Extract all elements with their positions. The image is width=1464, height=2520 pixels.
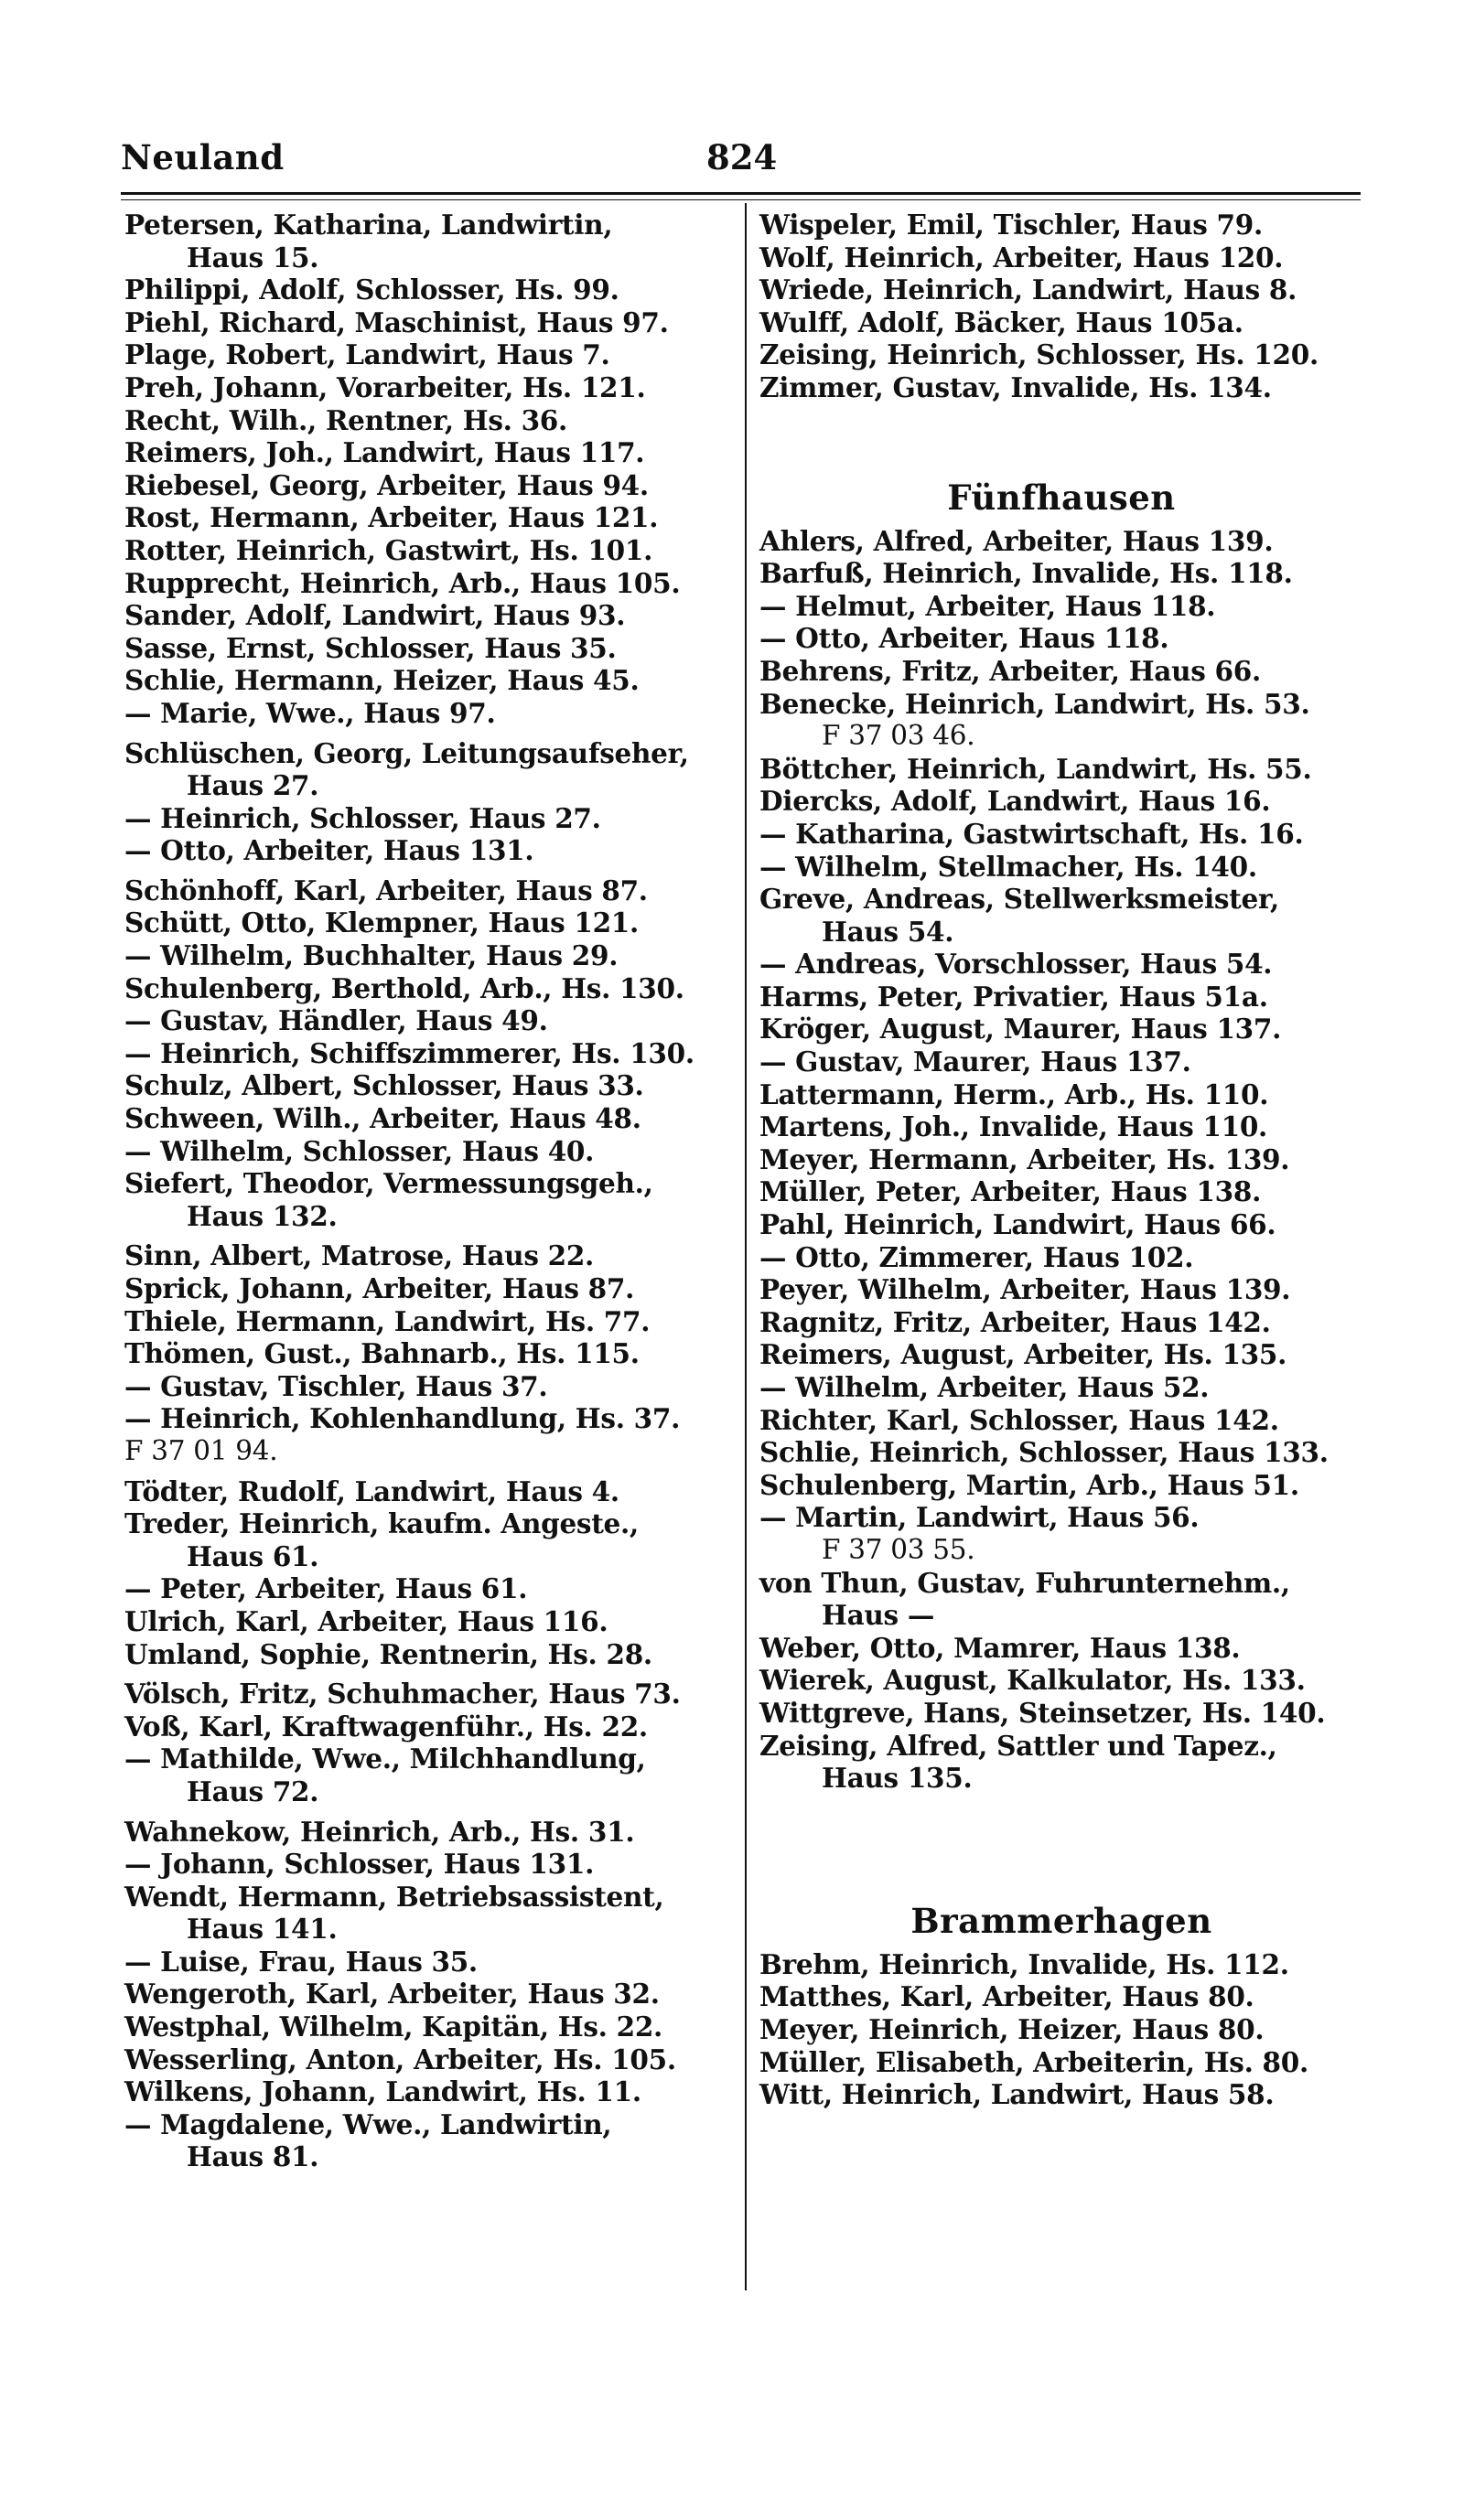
directory-entry: Rost, Hermann, Arbeiter, Haus 121. [124,501,659,534]
directory-entry: Wengeroth, Karl, Arbeiter, Haus 32. [124,1978,660,2011]
directory-entry: Westphal, Wilhelm, Kapitän, Hs. 22. [124,2011,663,2043]
directory-entry: Wahnekow, Heinrich, Arb., Hs. 31. [124,1815,635,1848]
directory-entry: Richter, Karl, Schlosser, Haus 142. [759,1403,1279,1436]
phone-number: F 37 01 94. [124,1434,278,1466]
directory-entry: — Wilhelm, Schlosser, Haus 40. [124,1134,595,1167]
directory-entry: Schönhoff, Karl, Arbeiter, Haus 87. [124,874,648,906]
directory-entry: — Marie, Wwe., Haus 97. [124,696,496,729]
directory-entry: Sinn, Albert, Matrose, Haus 22. [124,1239,595,1272]
directory-entry: Harms, Peter, Privatier, Haus 51a. [759,980,1268,1013]
directory-entry: Behrens, Fritz, Arbeiter, Haus 66. [759,654,1261,687]
directory-entry: von Thun, Gustav, Fuhrunternehm., [759,1566,1290,1599]
directory-entry: Haus 54. [822,915,954,948]
directory-entry: Pahl, Heinrich, Landwirt, Haus 66. [759,1208,1276,1241]
directory-entry: Petersen, Katharina, Landwirtin, [124,209,613,241]
directory-entry: Riebesel, Georg, Arbeiter, Haus 94. [124,468,649,501]
page-header [121,137,1361,183]
directory-entry: Sander, Adolf, Landwirt, Haus 93. [124,599,626,632]
directory-entry: — Wilhelm, Stellmacher, Hs. 140. [759,850,1257,883]
directory-entry: — Gustav, Händler, Haus 49. [124,1004,548,1037]
directory-entry: Sprick, Johann, Arbeiter, Haus 87. [124,1272,635,1304]
directory-entry: Böttcher, Heinrich, Landwirt, Hs. 55. [759,752,1312,785]
left-column [124,209,737,2173]
directory-entry: Weber, Otto, Mamrer, Haus 138. [759,1631,1241,1664]
section-spacer [759,1795,1363,1893]
header-rule-thick [121,192,1361,195]
directory-entry: Haus 141. [187,1913,338,1946]
directory-entry: Piehl, Richard, Maschinist, Haus 97. [124,306,669,338]
brammerhagen-list [759,1948,1363,2111]
header-rule-thin [121,199,1361,200]
directory-entry: — Mathilde, Wwe., Milchhandlung, [124,1743,646,1775]
directory-entry: Haus 27. [187,769,319,802]
directory-entry: Wendt, Hermann, Betriebsassistent, [124,1880,664,1913]
column-divider [745,203,747,2290]
directory-entry: Wittgreve, Hans, Steinsetzer, Hs. 140. [759,1696,1326,1729]
fuenfhausen-list [759,525,1363,1795]
directory-entry: Haus — [822,1599,935,1632]
directory-entry: Schulenberg, Martin, Arb., Haus 51. [759,1468,1299,1501]
directory-entry: Meyer, Hermann, Arbeiter, Hs. 139. [759,1142,1290,1175]
directory-entry: — Wilhelm, Buchhalter, Haus 29. [124,939,619,972]
directory-entry: Rotter, Heinrich, Gastwirt, Hs. 101. [124,533,653,566]
directory-entry: — Peter, Arbeiter, Haus 61. [124,1572,528,1605]
page-number: 824 [706,137,778,177]
directory-entry: Recht, Wilh., Rentner, Hs. 36. [124,403,568,436]
directory-entry: Martens, Joh., Invalide, Haus 110. [759,1110,1268,1143]
directory-entry: Rupprecht, Heinrich, Arb., Haus 105. [124,566,681,599]
directory-entry: Wispeler, Emil, Tischler, Haus 79. [759,209,1263,241]
directory-entry: Haus 132. [187,1199,338,1232]
directory-entry: Thiele, Hermann, Landwirt, Hs. 77. [124,1304,651,1337]
directory-entry: — Heinrich, Kohlenhandlung, Hs. 37. [124,1402,681,1435]
directory-entry: — Gustav, Tischler, Haus 37. [124,1369,548,1402]
directory-entry: Schütt, Otto, Klempner, Haus 121. [124,906,639,939]
directory-entry: Haus 81. [187,2140,319,2173]
directory-entry: — Otto, Arbeiter, Haus 118. [759,622,1169,655]
directory-entry: Sasse, Ernst, Schlosser, Haus 35. [124,631,617,664]
directory-entry: Treder, Heinrich, kaufm. Angeste., [124,1507,639,1540]
directory-entry: Benecke, Heinrich, Landwirt, Hs. 53. [759,687,1310,720]
directory-entry: Zeising, Alfred, Sattler und Tapez., [759,1729,1277,1762]
section-title-brammerhagen: Brammerhagen [910,1900,1212,1941]
directory-entry: Wilkens, Johann, Landwirt, Hs. 11. [124,2075,641,2108]
section-spacer [759,404,1363,470]
directory-entry: Haus 72. [187,1775,319,1807]
directory-entry: Umland, Sophie, Rentnerin, Hs. 28. [124,1637,652,1670]
directory-entry: Barfuß, Heinrich, Invalide, Hs. 118. [759,557,1293,590]
directory-entry: Brehm, Heinrich, Invalide, Hs. 112. [759,1947,1289,1980]
directory-entry: Wulff, Adolf, Bäcker, Haus 105a. [759,306,1243,338]
directory-entry: Peyer, Wilhelm, Arbeiter, Haus 139. [759,1273,1291,1306]
directory-entry: Schween, Wilh., Arbeiter, Haus 48. [124,1102,641,1135]
directory-entry: Ulrich, Karl, Arbeiter, Haus 116. [124,1604,608,1637]
phone-number: F 37 03 46. [822,720,975,752]
directory-entry: Haus 135. [822,1762,973,1795]
directory-entry: — Helmut, Arbeiter, Haus 118. [759,589,1216,622]
directory-entry: Kröger, August, Maurer, Haus 137. [759,1013,1282,1046]
directory-entry: — Heinrich, Schiffszimmerer, Hs. 130. [124,1036,694,1069]
directory-entry: Thömen, Gust., Bahnarb., Hs. 115. [124,1337,640,1370]
directory-entry: Müller, Peter, Arbeiter, Haus 138. [759,1175,1262,1208]
directory-entry: Völsch, Fritz, Schuhmacher, Haus 73. [124,1678,681,1710]
section-title-fuenfhausen: Fünfhausen [947,477,1176,518]
directory-entry: Diercks, Adolf, Landwirt, Haus 16. [759,785,1271,818]
directory-entry: Tödter, Rudolf, Landwirt, Haus 4. [124,1474,619,1507]
directory-entry: Preh, Johann, Vorarbeiter, Hs. 121. [124,370,646,403]
directory-entry: Wierek, August, Kalkulator, Hs. 133. [759,1664,1306,1697]
directory-entry: Reimers, August, Arbeiter, Hs. 135. [759,1338,1287,1371]
directory-entry: Schlüschen, Georg, Leitungsaufseher, [124,736,689,769]
directory-entry: — Gustav, Maurer, Haus 137. [759,1046,1191,1078]
directory-entry: — Heinrich, Schlosser, Haus 27. [124,801,601,834]
directory-entry: Lattermann, Herm., Arb., Hs. 110. [759,1078,1269,1110]
directory-entry: — Luise, Frau, Haus 35. [124,1945,478,1978]
directory-entry: Schlie, Hermann, Heizer, Haus 45. [124,664,640,697]
directory-entry: — Andreas, Vorschlosser, Haus 54. [759,948,1273,981]
directory-entry: Witt, Heinrich, Landwirt, Haus 58. [759,2078,1275,2111]
right-column [759,209,1363,2111]
running-head: Neuland [121,137,285,177]
directory-entry: — Magdalene, Wwe., Landwirtin, [124,2107,612,2140]
directory-entry: Müller, Elisabeth, Arbeiterin, Hs. 80. [759,2045,1308,2078]
directory-entry: Philippi, Adolf, Schlosser, Hs. 99. [124,273,619,306]
directory-entry: Wolf, Heinrich, Arbeiter, Haus 120. [759,241,1284,273]
directory-entry: Meyer, Heinrich, Heizer, Haus 80. [759,2012,1265,2045]
directory-entry: Matthes, Karl, Arbeiter, Haus 80. [759,1980,1254,2013]
directory-entry: Wriede, Heinrich, Landwirt, Haus 8. [759,273,1297,306]
directory-entry: — Martin, Landwirt, Haus 56. [759,1501,1200,1534]
directory-entry: Ragnitz, Fritz, Arbeiter, Haus 142. [759,1305,1271,1338]
directory-entry: Haus 15. [187,241,319,273]
directory-entry: Plage, Robert, Landwirt, Haus 7. [124,338,610,371]
phone-number: F 37 03 55. [822,1533,975,1565]
right-column-entries [759,209,1363,404]
directory-entry: Siefert, Theodor, Vermessungsgeh., [124,1167,653,1200]
directory-entry: Schulenberg, Berthold, Arb., Hs. 130. [124,971,684,1004]
directory-entry: Zimmer, Gustav, Invalide, Hs. 134. [759,370,1272,403]
directory-entry: — Katharina, Gastwirtschaft, Hs. 16. [759,817,1304,850]
directory-entry: — Wilhelm, Arbeiter, Haus 52. [759,1371,1210,1403]
directory-entry: Haus 61. [187,1539,319,1572]
directory-entry: — Johann, Schlosser, Haus 131. [124,1848,595,1881]
directory-entry: Ahlers, Alfred, Arbeiter, Haus 139. [759,524,1274,557]
directory-entry: Voß, Karl, Kraftwagenführ., Hs. 22. [124,1710,648,1743]
directory-entry: Wesserling, Anton, Arbeiter, Hs. 105. [124,2043,676,2075]
directory-entry: — Otto, Zimmerer, Haus 102. [759,1240,1194,1273]
directory-entry: Reimers, Joh., Landwirt, Haus 117. [124,436,645,469]
directory-entry: — Otto, Arbeiter, Haus 131. [124,834,534,867]
directory-entry: Schlie, Heinrich, Schlosser, Haus 133. [759,1436,1329,1469]
directory-entry: Schulz, Albert, Schlosser, Haus 33. [124,1069,644,1102]
directory-entry: Zeising, Heinrich, Schlosser, Hs. 120. [759,338,1319,371]
directory-entry: Greve, Andreas, Stellwerksmeister, [759,883,1280,916]
